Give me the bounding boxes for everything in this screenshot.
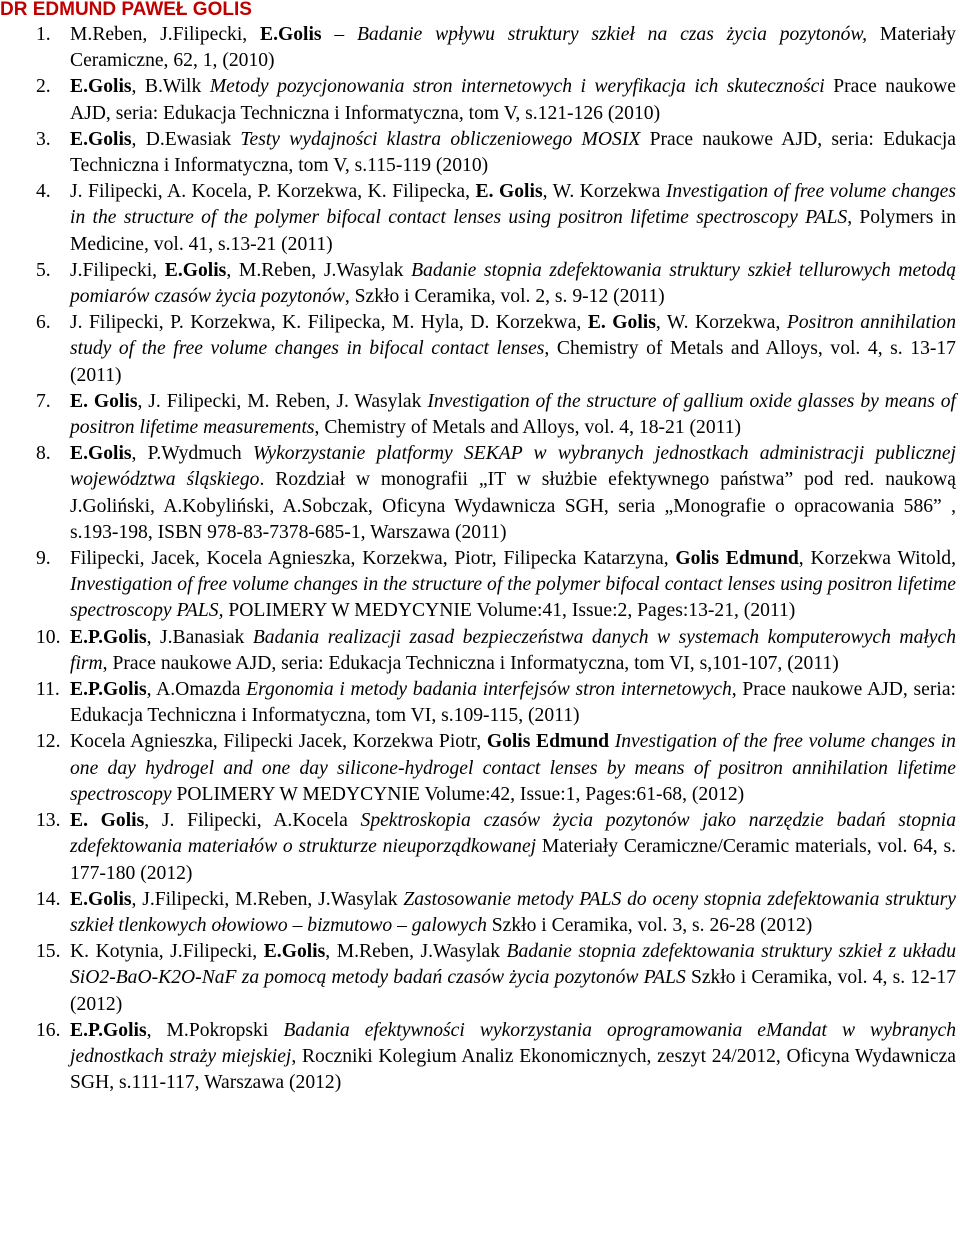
author-golis: E.P.Golis [70,1019,147,1041]
publication-item [0,677,956,729]
citation-text: Szkło i Ceramika, vol. 4, s. 12-17 (2012) [70,967,957,1015]
citation-text: , Chemistry of Metals and Alloys, vol. 4, 18-21 (2011) [314,417,742,439]
publication-item [0,808,956,887]
publication-title: Investigation of free volume changes in the structure of the polymer bifocal contact lenses using positron lifetime spectroscopy PALS, [70,574,956,622]
author-golis: E. Golis [70,810,145,832]
author-golis: E.Golis [70,76,132,98]
author-golis: E. Golis [587,312,656,334]
publication-title: Metody pozycjonowania stron internetowych i weryfikacja ich skuteczności [209,76,825,98]
publication-title: Badania realizacji zasad bezpieczeństwa danych w systemach komputerowych małych firm [70,626,956,674]
citation-text: M.Reben, J.Filipecki, [70,24,260,45]
citation-text: , J. Filipecki, M. Reben, J. Wasylak [137,390,428,412]
author-golis: E.Golis [70,888,132,910]
author-golis: E.Golis [70,443,132,465]
citation-text: Szkło i Ceramika, vol. 3, s. 26-28 (2012) [486,914,813,936]
publication-item [0,729,956,808]
citation-text: K. Kotynia, J.Filipecki, [70,941,264,963]
publication-item [0,1018,956,1097]
citation-text: J.Filipecki, [70,259,165,281]
citation-text: Prace naukowe AJD, seria: Edukacja Techniczna i Informatyczna, tom V, s.121-126 (2010) [70,76,957,124]
citation-text: , Korzekwa Witold, [798,548,956,570]
author-golis: E.Golis [164,259,227,281]
publication-number: 2. [36,76,51,98]
publication-number: 5. [36,259,51,281]
publication-item [0,127,956,179]
publication-title: Badania efektywności wykorzystania oprogramowania eMandat w wybranych jednostkach straży miejskiej [70,1019,957,1067]
publication-number: 6. [36,312,51,334]
citation-text: , Chemistry of Metals and Alloys, vol. 4, s. 13-17 (2011) [70,338,956,386]
publication-number: 8. [36,443,51,465]
citation-text: , W. Korzekwa [542,181,666,203]
citation-text: , Prace naukowe AJD, seria: Edukacja Techniczna i Informatyczna, tom VI, s.109-115, (2011) [70,679,956,727]
document-heading: DR EDMUND PAWEŁ GOLIS [0,0,252,20]
citation-text: , J.Banasiak [146,626,253,648]
publication-number: 14. [36,888,61,910]
citation-text: Kocela Agnieszka, Filipecki Jacek, Korzekwa Piotr, [70,731,487,753]
citation-text: Materiały Ceramiczne/Ceramic materials, vol. 64, s. 177-180 (2012) [70,836,956,884]
publication-item [0,179,956,258]
citation-text: , Szkło i Ceramika, vol. 2, s. 9-12 (2011) [344,286,665,308]
citation-text: POLIMERY W MEDYCYNIE Volume:42, Issue:1, Pages:61-68, (2012) [171,783,745,805]
publication-title: Investigation of the free volume changes in one day hydrogel and one day silicone-hydrogel contact lenses by means of positron annihilation lifetime spectroscopy [70,731,956,805]
citation-text: , P.Wydmuch [131,443,253,465]
author-golis: E. Golis [70,390,138,412]
citation-text: , M.Pokropski [146,1019,284,1041]
publication-number: 12. [36,731,61,753]
author-golis: E.Golis [263,941,326,963]
publication-title: Ergonomia i metody badania interfejsów stron internetowych [246,679,732,701]
citation-text: Prace naukowe AJD, seria: Edukacja Techniczna i Informatyczna, tom V, s.115-119 (2010) [70,128,956,177]
citation-text: , B.Wilk [131,76,210,98]
citation-text: , D.Ewasiak [131,128,241,150]
publication-title: Spektroskopia czasów życia pozytonów jako narzędzie badań stopnia zdefektowania materiałów o strukturze nieuporządkowanej [70,810,956,858]
publication-item [0,546,956,625]
publication-item [0,310,956,389]
author-golis: E.P.Golis [70,626,147,648]
author-golis: E. Golis [475,181,543,203]
citation-text: J. Filipecki, A. Kocela, P. Korzekwa, K. Filipecka, [70,181,476,203]
publication-number: 7. [36,390,51,412]
citation-text: , M.Reben, J.Wasylak [325,941,507,963]
citation-text: , J.Filipecki, M.Reben, J.Wasylak [131,888,404,910]
citation-text: , A.Omazda [146,679,247,701]
author-golis: E.P.Golis [70,679,147,701]
publication-item [0,389,956,441]
citation-text: POLIMERY W MEDYCYNIE Volume:41, Issue:2, Pages:13-21, (2011) [223,600,796,622]
citation-text: , J. Filipecki, A.Kocela [144,810,361,832]
author-golis: E.Golis [70,128,132,150]
publication-title: Wykorzystanie platformy SEKAP w wybranych jednostkach administracji publicznej województwa śląskiego [70,443,956,491]
publication-number: 16. [36,1019,61,1041]
publication-title: Investigation of free volume changes in the structure of the polymer bifocal contact lenses using positron lifetime spectroscopy PALS [70,181,956,229]
publication-item [0,441,956,546]
publication-title: Zastosowanie metody PALS do oceny stopnia zdefektowania struktury szkieł tlenkowych ołowiowo – bizmutowo – galowych [70,888,956,936]
publication-number: 4. [36,181,51,203]
publication-title: – Badanie wpływu struktury szkieł na czas życia pozytonów, [321,24,867,45]
citation-text: , Polymers in Medicine, vol. 41, s.13-21 (2011) [70,207,956,255]
publication-item [0,939,956,1018]
publication-title: Badanie stopnia zdefektowania struktury szkieł z układu SiO2-BaO-K2O-NaF za pomocą metody badań czasów życia pozytonów PALS [70,941,956,989]
publication-number: 9. [36,548,51,570]
author-golis: E.Golis [260,24,322,45]
publication-item [0,258,956,310]
citation-text: , W. Korzekwa, [655,312,787,334]
publication-title: Testy wydajności klastra obliczeniowego MOSIX [240,128,641,150]
publication-item [0,74,956,126]
publication-number: 13. [36,810,61,832]
author-golis: Golis Edmund [675,548,799,570]
publication-number: 10. [36,626,61,648]
citation-text: J. Filipecki, P. Korzekwa, K. Filipecka, M. Hyla, D. Korzekwa, [70,312,588,334]
publication-item [0,625,956,677]
citation-text: , Roczniki Kolegium Analiz Ekonomicznych, zeszyt 24/2012, Oficyna Wydawnicza SGH, s.111-117, Warszawa (2012) [70,1045,956,1094]
publication-item [0,22,956,74]
publication-number: 3. [36,128,51,150]
publication-title: Badanie stopnia zdefektowania struktury szkieł tellurowych metodą pomiarów czasów życia pozytonów [70,259,957,308]
citation-text: . Rozdział w monografii „IT w służbie efektywnego państwa” pod red. naukową J.Goliński, A.Kobyliński, A.Sobczak, Oficyna Wydawnicza SGH, seria „Monografie o opracowania 586” , s.193-198, ISBN 978-83-7378-685-1, Warszawa (2011) [70,469,956,543]
publication-number: 15. [36,941,61,963]
publication-number: 11. [36,679,60,701]
author-golis: Golis Edmund [486,731,610,753]
publication-number: 1. [36,24,51,45]
citation-text: Filipecki, Jacek, Kocela Agnieszka, Korzekwa, Piotr, Filipecka Katarzyna, [70,548,676,570]
publication-title: Investigation of the structure of gallium oxide glasses by means of positron lifetime measurements [70,390,956,439]
publication-list [0,22,960,1096]
citation-text: , M.Reben, J.Wasylak [226,259,412,281]
publication-item [0,887,956,939]
citation-text: , Prace naukowe AJD, seria: Edukacja Techniczna i Informatyczna, tom VI, s,101-107, (2011) [102,652,839,674]
publication-title: Positron annihilation study of the free volume changes in bifocal contact lenses [70,312,956,360]
citation-text: Materiały Ceramiczne, 62, 1, (2010) [70,24,956,72]
